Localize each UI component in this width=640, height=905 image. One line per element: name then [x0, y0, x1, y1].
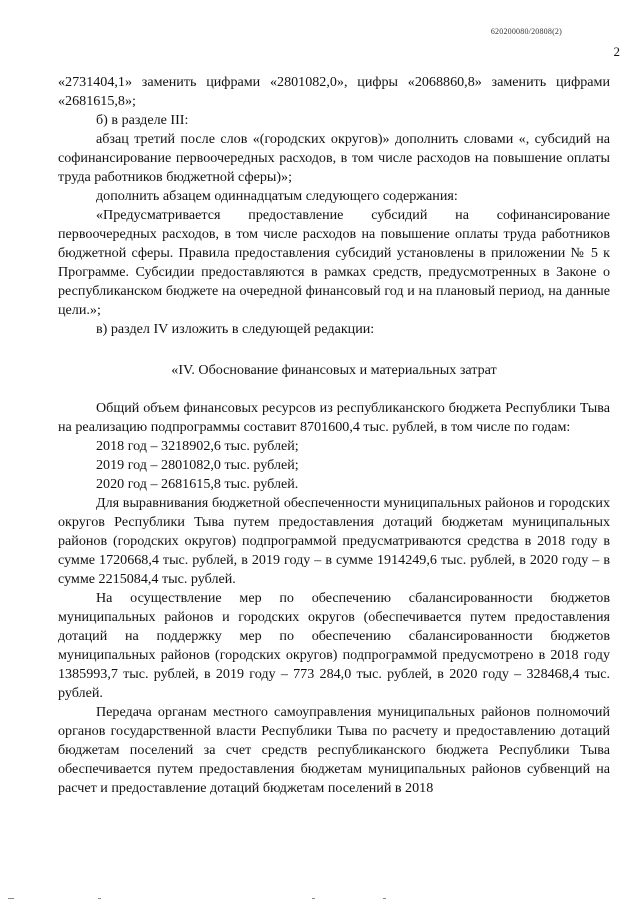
scan-mark [8, 898, 14, 899]
paragraph-quote-subsidies: «Предусматривается предоставление субсидий на софинансирование первоочередных расходов, в том числе расходов на повышение оплаты труда работников бюджетной сферы. Правила предоставления субсидий установлены в приложении № 5 к Программе. Субсидии предоставляются в рамках средств, предусмотренных в Законе о республиканском бюджете на очередной финансовый год и на плановый период, на данные цели.»; [58, 207, 610, 318]
scan-mark [312, 898, 315, 899]
paragraph-section-iii: б) в разделе III: [96, 112, 189, 128]
section-heading: «IV. Обоснование финансовых и материальных затрат [171, 362, 497, 378]
paragraph-third-abzac: абзац третий после слов «(городских округов)» дополнить словами «, субсидий на софинансирование первоочередных расходов, в том числе расходов на повышение оплаты труда работников бюджетной сферы)»; [58, 131, 610, 185]
year-2020-line: 2020 год – 2681615,8 тыс. рублей. [96, 476, 299, 492]
paragraph-equalization: Для выравнивания бюджетной обеспеченности муниципальных районов и городских округов Республики Тыва путем предоставления дотаций бюджетам муниципальных районов (городских округов) подпрограммой предусматриваются средства в 2018 году в сумме 1720668,4 тыс. рублей, в 2019 году – в сумме 1914249,6 тыс. рублей, в 2020 году – в сумме 2215084,4 тыс. рублей. [58, 495, 610, 587]
document-code: 620200080/20808(2) [490, 27, 562, 36]
scan-mark [383, 898, 386, 899]
paragraph-continuation: «2731404,1» заменить цифрами «2801082,0», цифры «2068860,8» заменить цифрами «2681615,8»; [58, 74, 610, 109]
year-2018-line: 2018 год – 3218902,6 тыс. рублей; [96, 438, 299, 454]
scan-edge-marks [0, 893, 640, 899]
paragraph-add-eleventh: дополнить абзацем одиннадцатым следующего содержания: [96, 188, 458, 204]
paragraph-total-volume: Общий объем финансовых ресурсов из республиканского бюджета Республики Тыва на реализацию подпрограммы составит 8701600,4 тыс. рублей, в том числе по годам: [58, 400, 610, 435]
paragraph-section-iv: в) раздел IV изложить в следующей редакции: [96, 321, 375, 337]
page-number: 2 [613, 44, 620, 59]
paragraph-balance-measures: На осуществление мер по обеспечению сбалансированности бюджетов муниципальных районов и городских округов (обеспечивается путем предоставления дотаций на поддержку мер по обеспечению сбалансированности бюджетов муниципальных районов (городских округов) подпрограммой предусмотрено в 2018 году 1385993,7 тыс. рублей, в 2019 году – 773 284,0 тыс. рублей, в 2020 году – 328468,4 тыс. рублей. [58, 590, 610, 701]
year-2019-line: 2019 год – 2801082,0 тыс. рублей; [96, 457, 299, 473]
scan-mark [98, 898, 101, 899]
paragraph-powers-transfer: Передача органам местного самоуправления муниципальных районов полномочий органов государственной власти Республики Тыва по расчету и предоставлению дотаций бюджетам поселений за счет средств республиканского бюджета Республики Тыва обеспечивается путем предоставления бюджетам муниципальных районов субвенций на расчет и предоставление дотаций бюджетам поселений в 2018 [58, 704, 610, 796]
document-body [58, 73, 610, 798]
